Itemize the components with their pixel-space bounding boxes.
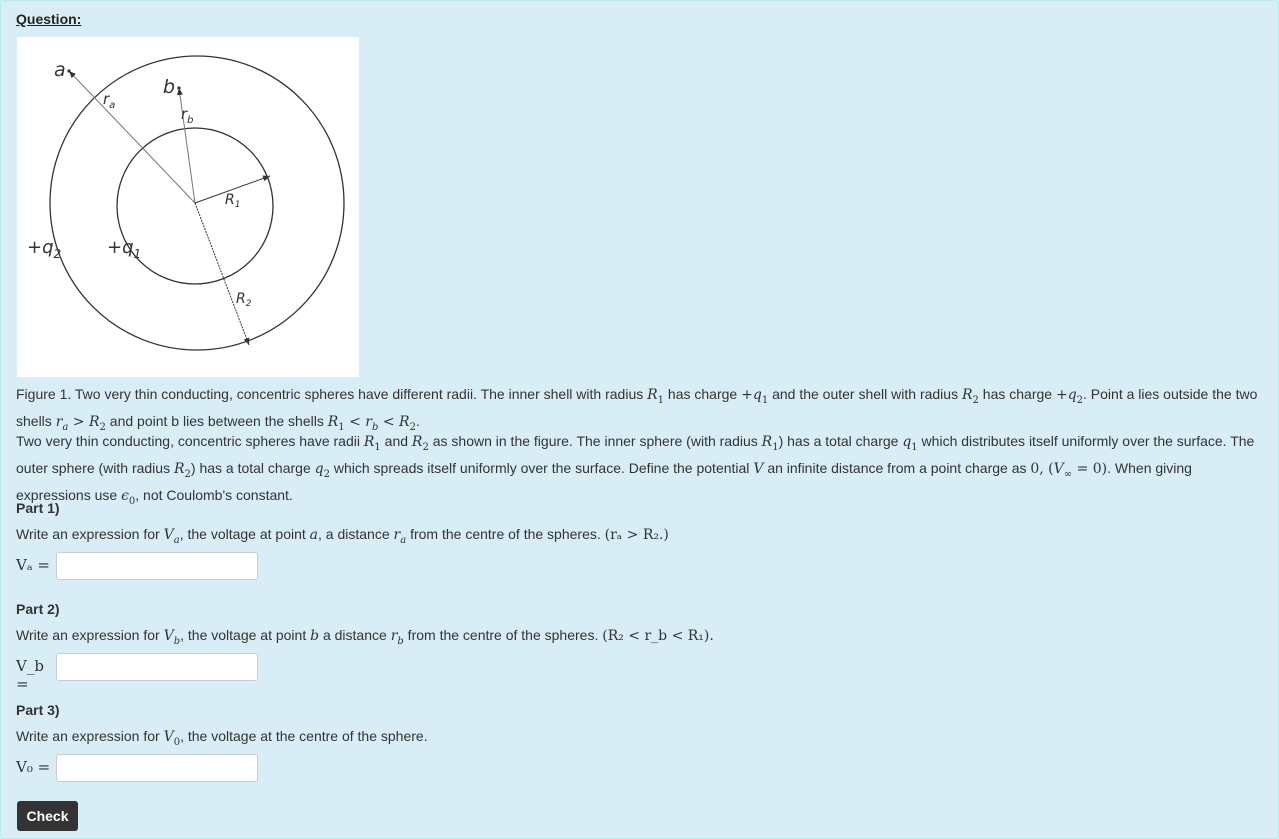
part-3-title: Part 3)	[16, 702, 60, 718]
label-q2: $+q_2$	[27, 237, 62, 261]
R2-line	[195, 203, 249, 345]
figure-concentric-spheres	[17, 37, 359, 377]
label-q1: $+q_1$	[107, 237, 142, 261]
part-2-answer-label: V_b =	[16, 657, 44, 693]
ra-line	[69, 71, 195, 203]
part-1-title: Part 1)	[16, 500, 60, 516]
part-3-answer-input[interactable]	[56, 754, 258, 782]
part-3-text: Write an expression for $V_0$, the voltage at the centre of the sphere.	[16, 728, 428, 748]
part-3-answer-label: V₀ =	[16, 758, 51, 776]
question-heading: Question:	[16, 11, 82, 27]
part-1-text: Write an expression for $V_a$, the voltage at point a, a distance $r_a$ from the centre of the spheres. (rₐ > R₂.)	[16, 526, 669, 546]
part-1-answer-input[interactable]	[56, 552, 258, 580]
point-a-dot	[67, 69, 70, 72]
label-ra: $r_a$	[103, 90, 116, 111]
point-b-dot	[177, 86, 180, 89]
part-2-title: Part 2)	[16, 601, 60, 617]
label-R2: $R_2$	[236, 291, 252, 309]
figure-svg	[17, 37, 359, 377]
part-2-answer-input[interactable]	[56, 653, 258, 681]
check-button[interactable]: Check	[17, 801, 78, 831]
part-1-answer-label: Vₐ =	[16, 556, 50, 574]
figure-caption: Figure 1. Two very thin conducting, concentric spheres have different radii. The inner shell with radius $R_1$ has charge $+q_1$ and the outer shell with radius $R_2$ has charge $+q_2$. Point a lies outside the two shells $r_a > R_2$ and point b lies between the shells $R_1 < r_b < R_2$.	[16, 386, 1258, 433]
outer-shell	[50, 56, 344, 350]
part-2-text: Write an expression for $V_b$, the voltage at point b a distance $r_b$ from the centre of the spheres. (R₂ < r_b < R₁).	[16, 627, 714, 647]
label-rb: $r_b$	[181, 105, 194, 126]
label-a: a	[54, 59, 66, 81]
problem-statement: Two very thin conducting, concentric spheres have radii $R_1$ and $R_2$ as shown in the figure. The inner sphere (with radius $R_1$) has a total charge $q_1$ which distributes itself uniformly over the surface. The outer sphere (with radius $R_2$) has a total charge $q_2$ which spreads itself uniformly over the surface. Define the potential V an infinite distance from a point charge as 0, $(V_\infty = 0)$. When giving expressions use $\epsilon_0$, not Coulomb's constant.	[16, 433, 1255, 507]
label-b: b	[163, 76, 176, 98]
label-R1: $R_1$	[225, 192, 241, 210]
